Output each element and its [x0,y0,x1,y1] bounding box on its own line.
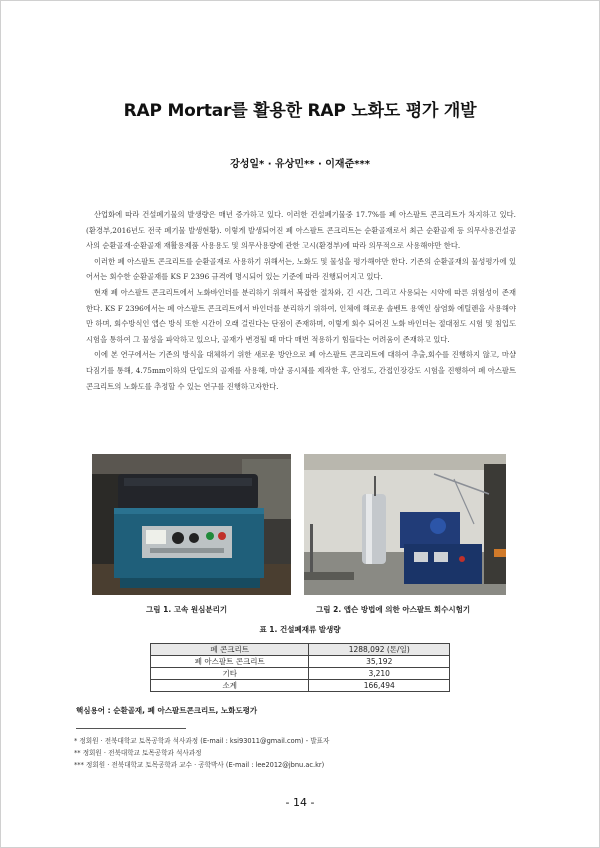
footnote: ** 정회원 · 전북대학교 토목공학과 석사과정 [74,749,202,758]
table-cell: 3,210 [309,668,450,680]
table-row [151,668,450,680]
table-1-caption: 표 1. 건설폐재류 발생량 [259,625,341,634]
footnote: *** 정회원 · 전북대학교 토목공학과 교수 · 공학박사 (E-mail : lee2012@jbnu.ac.kr) [74,761,325,770]
footnotes [74,735,329,772]
figure-recovery-apparatus-photo [304,454,506,595]
table-row [151,680,450,692]
table-cell: 35,192 [309,656,450,668]
table-cell: 기타 [151,668,309,680]
table-cell: 1288,092 (톤/일) [309,644,450,656]
recovery-apparatus-illustration [304,454,506,595]
author-list: 강성일* · 유상민** · 이재준*** [230,159,370,170]
footnote: * 정회원 · 전북대학교 토목공학과 석사과정 (E-mail : ksi93011@gmail.com) - 발표자 [74,737,330,745]
table-cell: 폐 콘크리트 [151,644,309,656]
table-cell: 166,494 [309,680,450,692]
centrifuge-illustration [92,454,291,595]
paragraph: 이에 본 연구에서는 기존의 방식을 대체하기 위한 새로운 방안으로 폐 아스팔트 콘크리트에 대하여 추출,회수를 진행하지 않고, 마샬 다짐기를 통해, 4.75mm이하의 단입도의 골재를 사용해, 마샬 공시체를 제작한 후, 안정도, 간접인장강도 시험을 진행하여 폐 아스팔트 콘크리트의 노화도를 추정할 수 있는 연구를 진행하고자한다. [86,350,516,391]
page-number: - 14 - [285,796,315,809]
table-cell: 폐 아스팔트 콘크리트 [151,656,309,668]
table-row [151,656,450,668]
paragraph: 산업화에 따라 건설폐기물의 발생량은 매년 증가하고 있다. 이러한 건설폐기물중 17.7%를 폐 아스팔트 콘크리트가 차지하고 있다.(환경부,2016년도 전국 폐기물 발생현황). 이렇게 발생되어진 폐 아스팔트 콘크리트는 순환골재로서 최근 순환골재 등 의무사용건설공사의 순환골재·순환골재 재활용제품 사용용도 및 의무사용량에 관한 고시(환경부)에 따라 의무적으로 사용해야만 한다. [86,210,516,251]
paragraph: 현재 폐 아스팔트 콘크리트에서 노화바인더를 분리하기 위해서 복잡한 절차와, 긴 시간, 그리고 사용되는 시약에 따른 위험성이 존재한다. KS F 2396에서는 폐 아스팔트 콘크리트에서 바인더를 분리하기 위하여, 인체에 해로운 솔벤트 용액인 삼염화 에틸렌을 사용해야만 하며, 회수방식인 앱슨 방식 또한 시간이 오래 걸린다는 단점이 존재하며, 이렇게 회수 되어진 노화 바인더는 절대점도 시험 및 침입도 시험을 통하여 그 물성을 파악하고 있으나, 골재가 변경될 때 마다 매번 적용하기 힘들다는 어려움이 존재하고 있다. [86,287,516,344]
paper-title: RAP Mortar를 활용한 RAP 노화도 평가 개발 [123,101,477,121]
waste-generation-table [150,643,450,692]
figure-2-caption: 그림 2. 앱슨 방법에 의한 아스팔트 회수시험기 [316,605,471,614]
footnote-divider [76,728,186,729]
figure-1-caption: 그림 1. 고속 원심분리기 [146,605,228,614]
table-cell: 소계 [151,680,309,692]
abstract-body [86,207,516,394]
figure-centrifuge-photo [92,454,291,595]
keywords: 핵심용어 : 순환골재, 폐 아스팔트콘크리트, 노화도평가 [76,706,258,715]
table-row [151,644,450,656]
paragraph: 이러한 폐 아스팔트 콘크리트를 순환골재로 사용하기 위해서는, 노화도 및 물성을 평가해야만 한다. 기존의 순환골재의 물성평가에 있어서는 회수한 순환골재를 KS F 2396 규격에 명시되어 있는 기준에 따라 진행되어지고 있다. [86,256,516,282]
